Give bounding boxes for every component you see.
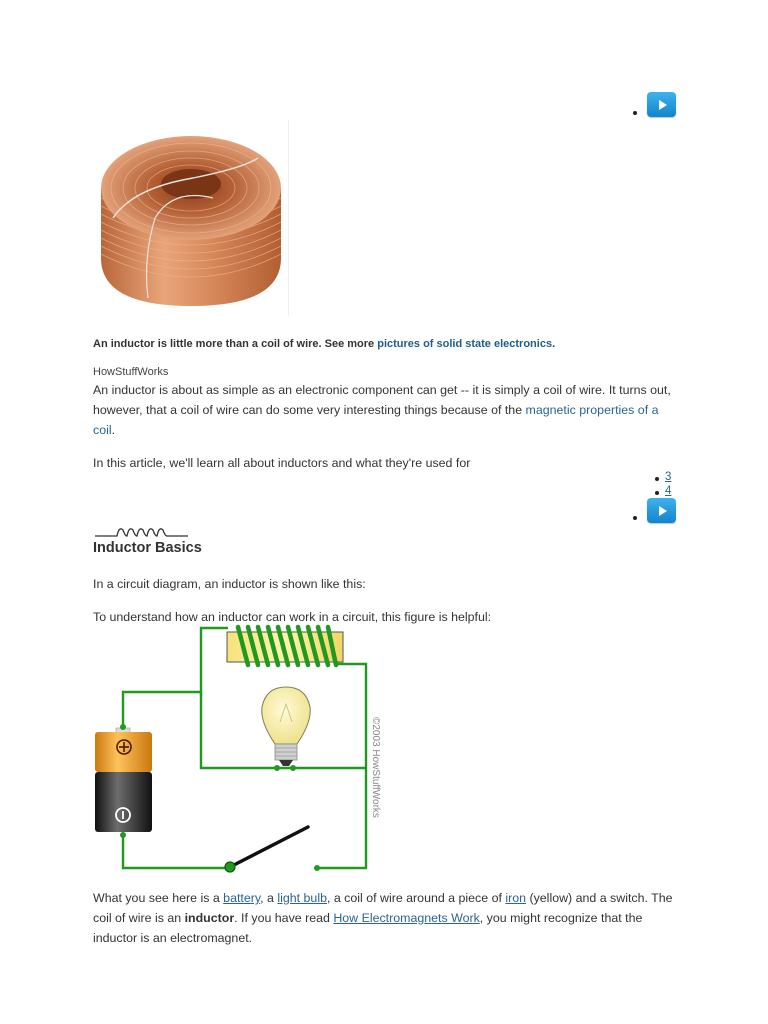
intro-text: An inductor is about as simple as an electronic component can get -- it is simply a coil of wire. It turns out, however, that a coil of wire can do some very interesting things because of the: [93, 383, 671, 417]
coil-image: [93, 118, 288, 318]
text: What you see here is a: [93, 891, 224, 905]
pager: [665, 471, 671, 483]
list-bullet: [655, 477, 659, 481]
light-bulb-link[interactable]: light bulb: [277, 891, 327, 905]
figure-copyright: ©2003 HowStuffWorks: [370, 717, 381, 818]
list-bullet: [633, 516, 637, 520]
electromagnets-link[interactable]: How Electromagnets Work: [333, 911, 480, 925]
magnetic-properties-link[interactable]: magnetic properties of a coil: [93, 403, 659, 437]
inductor-circuit-figure: [90, 622, 390, 878]
play-button[interactable]: [647, 92, 676, 117]
list-bullet: [633, 111, 637, 115]
page-link-3[interactable]: 3: [665, 471, 672, 483]
text: , a coil of wire around a piece of: [326, 891, 506, 905]
article-note: In this article, we'll learn all about inductors and what they're used for: [93, 456, 471, 470]
explanation-paragraph: [93, 888, 683, 948]
caption-link[interactable]: pictures of solid state electronics: [377, 338, 553, 350]
play-icon: [659, 506, 667, 516]
image-credit: HowStuffWorks: [93, 366, 169, 378]
list-bullet: [655, 491, 659, 495]
inductor-bold: inductor: [184, 911, 235, 925]
circuit-diagram-paragraph: In a circuit diagram, an inductor is shown like this:: [93, 577, 366, 591]
intro-end: .: [111, 423, 116, 437]
battery-link[interactable]: battery: [223, 891, 261, 905]
text: . If you have read: [234, 911, 334, 925]
pager: [665, 485, 671, 497]
text: (yellow) and a switch. The coil of wire is an: [93, 891, 673, 925]
inductor-symbol-icon: [93, 524, 189, 538]
section-heading: Inductor Basics: [93, 540, 202, 556]
image-divider: [288, 120, 289, 316]
page-link-4[interactable]: 4: [665, 485, 672, 497]
play-button[interactable]: [647, 498, 676, 523]
caption-text: An inductor is little more than a coil of wire. See more: [93, 338, 378, 350]
figure-intro-paragraph: To understand how an inductor can work in a circuit, this figure is helpful:: [93, 610, 492, 624]
image-caption: [93, 338, 555, 350]
text: , a: [260, 891, 278, 905]
iron-link[interactable]: iron: [505, 891, 527, 905]
caption-end: .: [552, 338, 556, 350]
intro-paragraph: [93, 380, 683, 440]
play-icon: [659, 100, 667, 110]
text: , you might recognize that the inductor is an electromagnet.: [93, 911, 643, 945]
